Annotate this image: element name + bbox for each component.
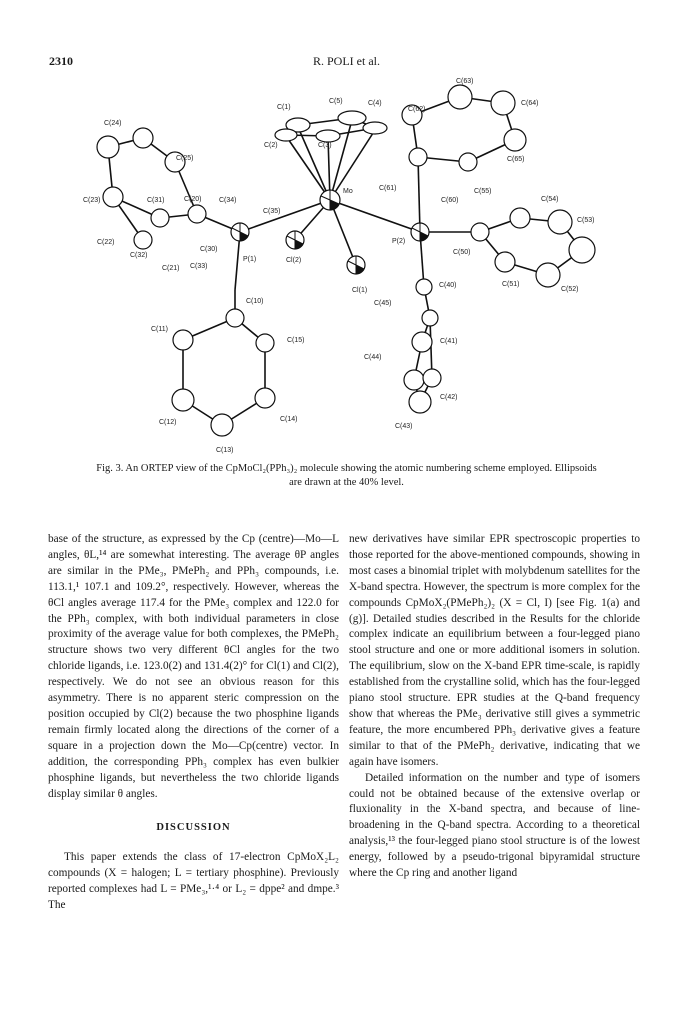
atom-label: C(53) [577,217,595,224]
atom-label: C(62) [408,106,426,113]
atom-label: C(11) [151,326,168,333]
atom-label: P(1) [243,256,257,263]
atom-label: C(4) [368,100,382,107]
right-column [349,532,640,882]
left-column [48,532,339,914]
atom-label: C(44) [364,354,382,361]
atom-label: C(10) [246,298,264,305]
atom-label: C(12) [159,419,177,426]
atom-label: C(30) [200,246,218,253]
atom-label: C(60) [441,197,459,204]
atom-label: C(65) [507,156,525,163]
ortep-figure [0,70,693,460]
paragraph: base of the structure, as expressed by the Cp (centre)—Mo—L angles, θL,¹⁴ are somewhat interesting. The average θP angles are similar in the PMe₃, PMePh₂ and PPh₃ compounds, i.e. 113.1,¹ 107.1 and 109.2°, respectively. However, whereas the θCl angles average 117.4 for the PMe₃ complex and 122.0 for the PPh₃ complex, with both individual parameters in close proximity of the average value for both complexes, the PMePh₂ structure shows two very different θCl angles for the two chloride ligands, i.e. 123.0(2) and 131.4(2)° for Cl(1) and Cl(2), respectively. We do not see an obvious reason for this asymmetry. There is no apparent steric compression on the position occupied by Cl(2) because the two phosphine ligands remain firmly located along the directions of the corner of a square in a projection down the Mo—Cp(centre) vector. In addition, the corresponding PPh₃ complex has even bulkier phosphine ligands, but nevertheless the two chloride ligands display similar θ angles. [48,533,339,800]
atom-label: C(23) [83,197,101,204]
atom-label: C(54) [541,196,559,203]
atom-label: C(63) [456,78,474,85]
atom-label: C(15) [287,337,305,344]
atom-label: C(22) [97,239,115,246]
figure-caption: Fig. 3. An ORTEP view of the CpMoCl₂(PPh₃)₂ molecule showing the atomic numbering scheme employed. Ellipsoids are drawn at the 40% level. [96,463,597,488]
atom-label: C(50) [453,249,471,256]
atom-label: C(13) [216,447,234,454]
atom-label: C(52) [561,286,579,293]
atom-label: C(51) [502,281,520,288]
atom-label: C(1) [277,104,291,111]
paragraph: new derivatives have similar EPR spectroscopic properties to those reported for the above-mentioned compounds, showing in most cases a binomial triplet with molybdenum satellites for the X-band spectra. However, the spectrum is more complex for the compounds CpMoX₂(PMePh₂)₂ (X = Cl, I) [see Fig. 1(a) and (g)]. Detailed studies described in the Results for the chloride complex indicate an equilibrium between a four-legged piano stool structure and one or more additional isomers in solution. The equilibrium, slow on the X-band EPR time-scale, is rapidly established from the crystalline solid, which has the four-legged piano stool structure. EPR studies at the Q-band frequency show that whereas the PMe₃ derivative still gives a symmetric feature, the more encumbered PPh₃ derivative gives a feature similar to that of the PMePh₂ derivative, indicating that we again have isomers. [349,533,640,768]
atom-label: Mo [343,188,353,195]
atom-label: C(25) [176,155,194,162]
section-heading: DISCUSSION [156,822,231,834]
atom-label: C(40) [439,282,457,289]
atom-label: C(21) [162,265,180,272]
atom-label: C(14) [280,416,298,423]
atom-label: C(5) [329,98,343,105]
atom-label: C(35) [263,208,281,215]
atom-label: P(2) [392,238,406,245]
atom-label: C(31) [147,197,165,204]
atom-label: C(41) [440,338,458,345]
atom-label: Cl(2) [286,257,302,264]
atom-label: C(3) [318,142,332,149]
atom-label: C(24) [104,120,122,127]
atom-label: C(45) [374,300,392,307]
atom-label: C(20) [184,196,202,203]
atom-label: C(64) [521,100,539,107]
atom-label: C(2) [264,142,278,149]
running-head: R. POLI et al. [313,54,380,68]
atom-label: C(33) [190,263,208,270]
atom-label: C(42) [440,394,458,401]
paragraph: Detailed information on the number and type of isomers could not be obtained because of the extensive overlap or fluxionality in the X-band spectra, and because of line-broadening in the Q-band spectra. According to a theoretical analysis,¹³ the four-legged piano stool structure is of the lowest energy, followed by a pseudo-trigonal bipyramidal structure where the Cp ring and another ligand [349,771,640,880]
atom-label: C(43) [395,423,413,430]
atom-label: C(34) [219,197,237,204]
atom-label: C(55) [474,188,492,195]
paragraph: This paper extends the class of 17-electron CpMoX₂L₂ compounds (X = halogen; L = tertiary phosphine). Previously reported complexes had L = PMe₃,¹·⁴ or L₂ = dppe² and dmpe.³ The [48,851,339,912]
atom-label: C(61) [379,185,397,192]
page-number: 2310 [49,54,73,68]
atom-label: C(32) [130,252,148,259]
atom-label: Cl(1) [352,287,368,294]
atoms [97,85,595,436]
